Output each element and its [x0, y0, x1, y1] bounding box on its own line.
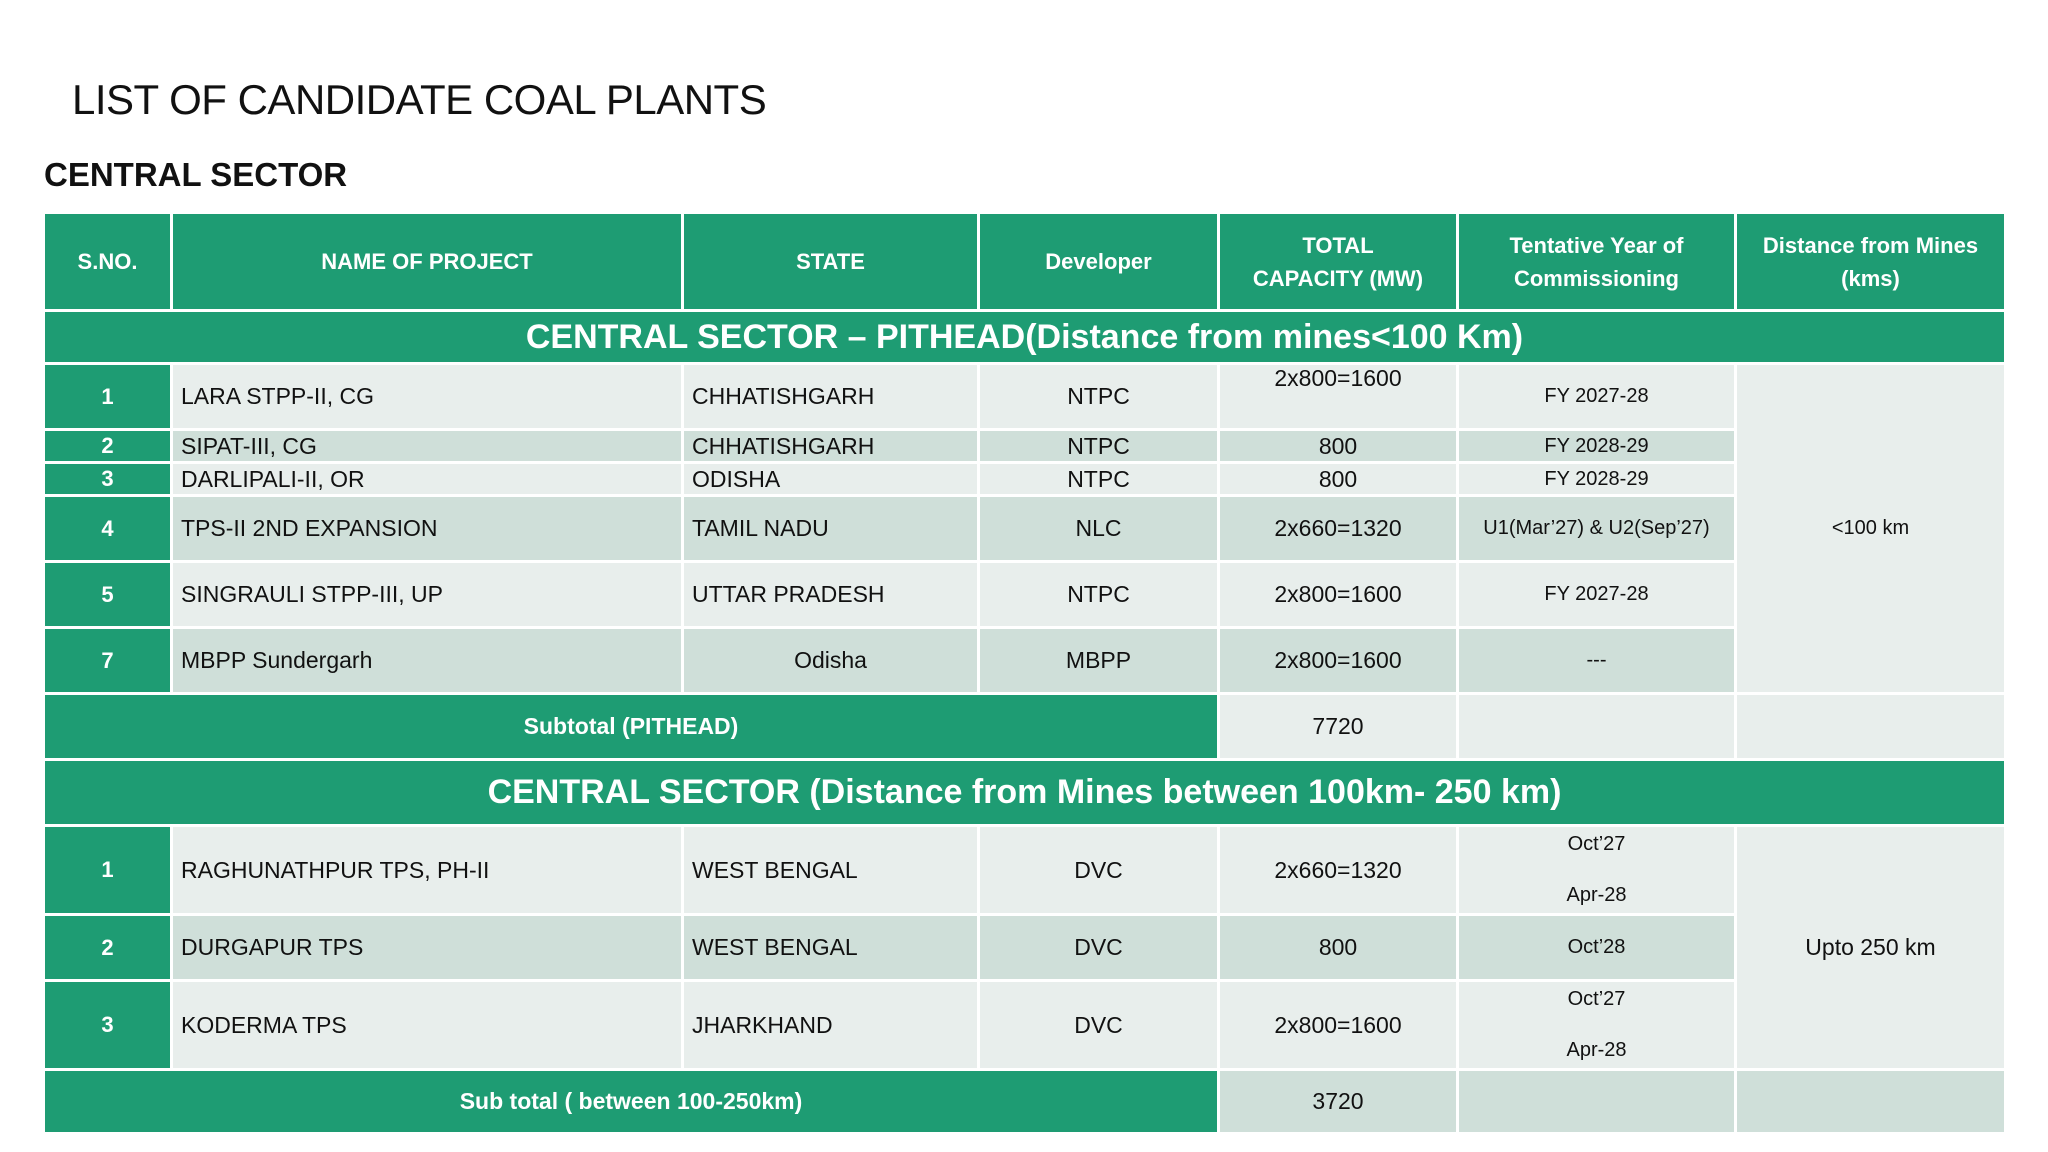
- coal-plants-table: [42, 211, 2007, 1135]
- table-row: [44, 430, 2006, 463]
- empty-cell: [1458, 1070, 1736, 1134]
- row-sno: 1: [44, 826, 172, 915]
- row-state: WEST BENGAL: [683, 915, 979, 981]
- header-year-line1: Tentative Year of: [1509, 232, 1684, 258]
- row-project: SINGRAULI STPP-III, UP: [172, 562, 683, 628]
- row-developer: NTPC: [979, 562, 1219, 628]
- header-state: STATE: [683, 213, 979, 311]
- mid-distance: Upto 250 km: [1736, 826, 2006, 1070]
- pithead-subtotal-label: Subtotal (PITHEAD): [44, 694, 1219, 760]
- row-sno: 3: [44, 463, 172, 496]
- table-row: [44, 915, 2006, 981]
- row-year: [1458, 826, 1736, 915]
- row-year: FY 2028-29: [1458, 430, 1736, 463]
- header-distance: [1736, 213, 2006, 311]
- row-project: DURGAPUR TPS: [172, 915, 683, 981]
- section-subtitle: CENTRAL SECTOR: [44, 156, 348, 193]
- row-state: ODISHA: [683, 463, 979, 496]
- row-sno: 1: [44, 364, 172, 430]
- mid-banner-row: [44, 760, 2006, 826]
- header-capacity-line1: TOTAL: [1302, 232, 1374, 258]
- row-year: ---: [1458, 628, 1736, 694]
- empty-cell: [1736, 694, 2006, 760]
- row-year-start: Oct’27: [1567, 833, 1626, 855]
- row-project: DARLIPALI-II, OR: [172, 463, 683, 496]
- row-state: CHHATISHGARH: [683, 364, 979, 430]
- row-project: TPS-II 2ND EXPANSION: [172, 496, 683, 562]
- row-capacity: 800: [1219, 463, 1458, 496]
- row-capacity: 2x800=1600: [1219, 364, 1458, 430]
- row-sno: 2: [44, 430, 172, 463]
- row-sno: 4: [44, 496, 172, 562]
- row-capacity: 2x660=1320: [1219, 826, 1458, 915]
- header-year-line2: Commissioning: [1513, 265, 1679, 291]
- row-year: FY 2028-29: [1458, 463, 1736, 496]
- row-year: [1458, 981, 1736, 1070]
- table-row: [44, 496, 2006, 562]
- row-state: JHARKHAND: [683, 981, 979, 1070]
- row-developer: DVC: [979, 826, 1219, 915]
- mid-banner: CENTRAL SECTOR (Distance from Mines between 100km- 250 km): [44, 760, 2006, 826]
- row-state: TAMIL NADU: [683, 496, 979, 562]
- row-project: SIPAT-III, CG: [172, 430, 683, 463]
- row-developer: DVC: [979, 915, 1219, 981]
- mid-subtotal-value: 3720: [1219, 1070, 1458, 1134]
- mid-subtotal-label: Sub total ( between 100-250km): [44, 1070, 1219, 1134]
- header-distance-line2: (kms): [1841, 265, 1900, 291]
- row-year: Oct’28: [1458, 915, 1736, 981]
- pithead-banner: CENTRAL SECTOR – PITHEAD(Distance from mines<100 Km): [44, 311, 2006, 364]
- row-developer: MBPP: [979, 628, 1219, 694]
- pithead-subtotal-value: 7720: [1219, 694, 1458, 760]
- header-sno: S.NO.: [44, 213, 172, 311]
- row-year-start: Oct’27: [1567, 988, 1626, 1010]
- row-sno: 3: [44, 981, 172, 1070]
- header-developer: Developer: [979, 213, 1219, 311]
- row-year: FY 2027-28: [1458, 364, 1736, 430]
- pithead-banner-row: [44, 311, 2006, 364]
- empty-cell: [1458, 694, 1736, 760]
- header-distance-line1: Distance from Mines: [1762, 232, 1979, 258]
- row-capacity: 2x800=1600: [1219, 628, 1458, 694]
- row-year-end: Apr-28: [1566, 884, 1627, 906]
- page-title: LIST OF CANDIDATE COAL PLANTS: [72, 76, 767, 123]
- row-year: FY 2027-28: [1458, 562, 1736, 628]
- row-capacity: 2x800=1600: [1219, 981, 1458, 1070]
- row-project: LARA STPP-II, CG: [172, 364, 683, 430]
- row-developer: NTPC: [979, 430, 1219, 463]
- empty-cell: [1736, 1070, 2006, 1134]
- pithead-distance: <100 km: [1736, 364, 2006, 694]
- header-project: NAME OF PROJECT: [172, 213, 683, 311]
- table-row: [44, 463, 2006, 496]
- row-state: Odisha: [683, 628, 979, 694]
- row-project: RAGHUNATHPUR TPS, PH-II: [172, 826, 683, 915]
- header-capacity-line2: CAPACITY (MW): [1252, 265, 1424, 291]
- row-sno: 7: [44, 628, 172, 694]
- header-capacity: [1219, 213, 1458, 311]
- row-capacity: 800: [1219, 915, 1458, 981]
- row-developer: NTPC: [979, 463, 1219, 496]
- table-row: [44, 562, 2006, 628]
- row-sno: 5: [44, 562, 172, 628]
- row-project: KODERMA TPS: [172, 981, 683, 1070]
- row-state: CHHATISHGARH: [683, 430, 979, 463]
- table-row: [44, 364, 2006, 430]
- table-row: [44, 826, 2006, 915]
- row-developer: NLC: [979, 496, 1219, 562]
- row-capacity: 2x660=1320: [1219, 496, 1458, 562]
- row-capacity: 800: [1219, 430, 1458, 463]
- row-state: UTTAR PRADESH: [683, 562, 979, 628]
- row-developer: DVC: [979, 981, 1219, 1070]
- table-row: [44, 628, 2006, 694]
- header-row: [44, 213, 2006, 311]
- row-state: WEST BENGAL: [683, 826, 979, 915]
- row-year-end: Apr-28: [1566, 1039, 1627, 1061]
- pithead-subtotal-row: [44, 694, 2006, 760]
- row-sno: 2: [44, 915, 172, 981]
- mid-subtotal-row: [44, 1070, 2006, 1134]
- row-project: MBPP Sundergarh: [172, 628, 683, 694]
- header-year: [1458, 213, 1736, 311]
- row-year: U1(Mar’27) & U2(Sep’27): [1458, 496, 1736, 562]
- table-row: [44, 981, 2006, 1070]
- row-developer: NTPC: [979, 364, 1219, 430]
- row-capacity: 2x800=1600: [1219, 562, 1458, 628]
